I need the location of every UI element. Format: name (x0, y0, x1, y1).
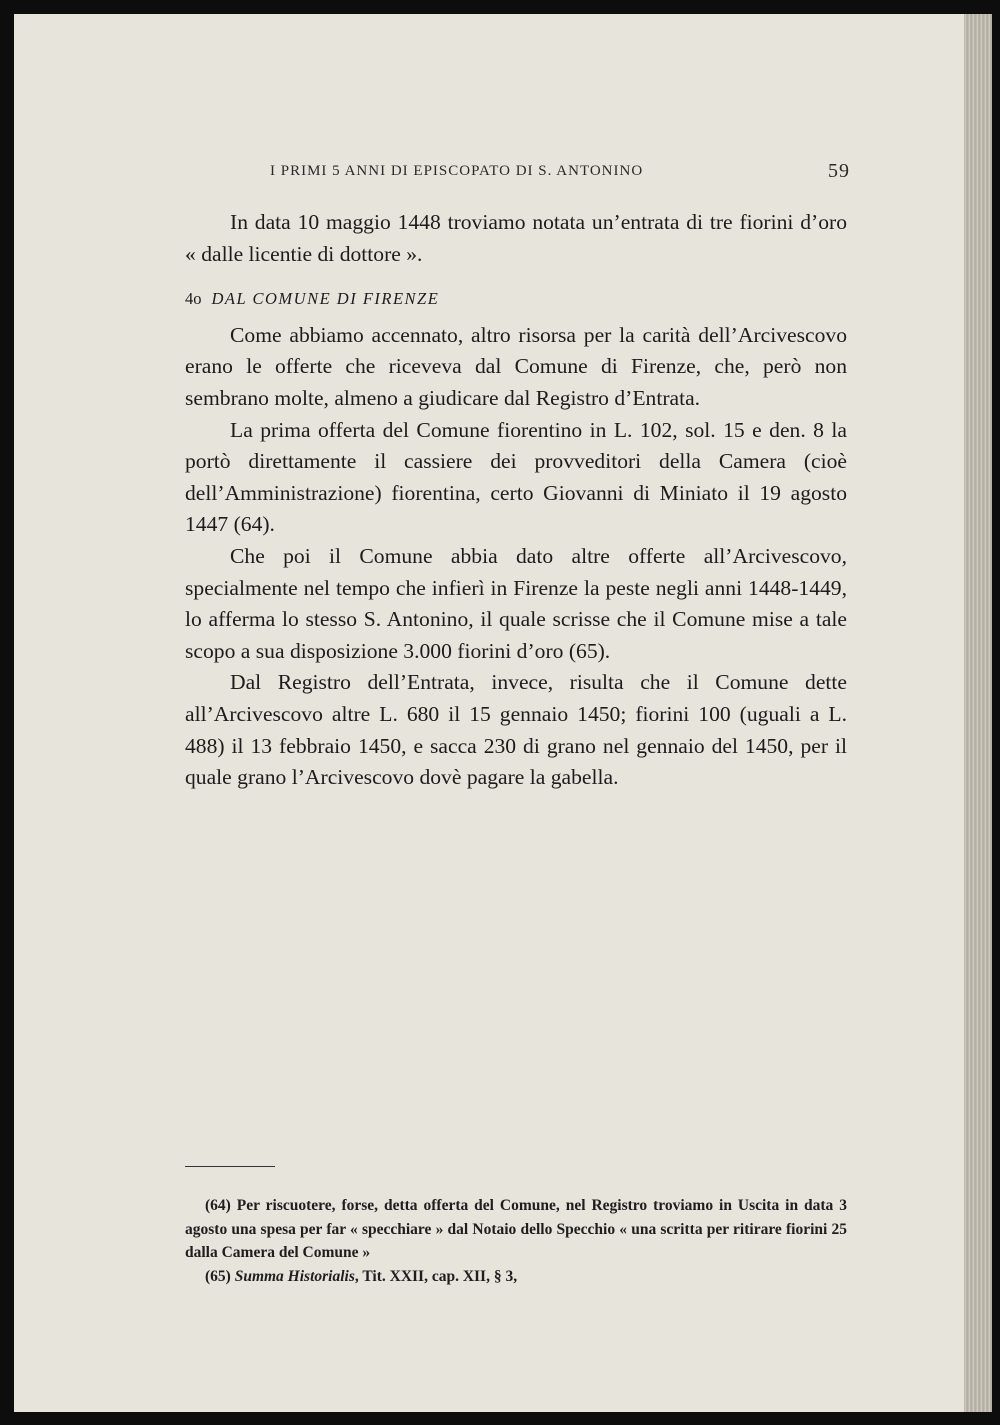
section-title: DAL COMUNE DI FIRENZE (211, 289, 440, 309)
footnote-64: (64) Per riscuotere, forse, detta offerta del Comune, nel Registro troviamo in Uscita in data 3 agosto una spesa per far « specchiare » dal Notaio dello Specchio « una scritta per ritirare fiorini 25 dalla Camera del Comune » (185, 1197, 847, 1261)
main-text (185, 207, 847, 794)
paragraph-5: Dal Registro dell’Entrata, invece, risulta che il Comune dette all’Arcivescovo altre L. 680 il 15 gennaio 1450; fiorini 100 (uguali a L. 488) il 13 febbraio 1450, e sacca 230 di grano nel gennaio del 1450, per il quale grano l’Arcivescovo dovè pagare la gabella. (185, 670, 847, 790)
page-edges (964, 14, 992, 1412)
paragraph-1: In data 10 maggio 1448 troviamo notata un’entrata di tre fiorini d’oro « dalle licentie di dottore ». (185, 210, 847, 266)
footnote-65-prefix: (65) (205, 1267, 235, 1285)
paragraph-4: Che poi il Comune abbia dato altre offerte all’Arcivescovo, specialmente nel tempo che infierì in Firenze la peste negli anni 1448-1449, lo afferma lo stesso S. Antonino, il quale scrisse che il Comune mise a tale scopo a sua disposizione 3.000 fiorini d’oro (65). (185, 543, 847, 663)
footnotes (185, 1194, 847, 1288)
running-title: I PRIMI 5 ANNI DI EPISCOPATO DI S. ANTONINO (270, 163, 644, 179)
footnote-65-title: Summa Historialis (234, 1267, 355, 1285)
section-number: 4o (185, 289, 202, 309)
page-number: 59 (828, 160, 850, 182)
footnote-rule (185, 1166, 275, 1167)
section-heading (185, 283, 847, 315)
footnote-65-rest: , Tit. XXII, cap. XII, § 3, (354, 1267, 518, 1285)
paragraph-2: Come abbiamo accennato, altro risorsa per la carità dell’Arcivescovo erano le offerte che riceveva dal Comune di Firenze, che, però non sembrano molte, almeno a giudicare dal Registro d’Entrata. (185, 322, 847, 410)
footnote-65 (185, 1265, 847, 1289)
paragraph-3: La prima offerta del Comune fiorentino in L. 102, sol. 15 e den. 8 la portò direttamente il cassiere dei provveditori della Camera (cioè dell’Amministrazione) fiorentina, certo Giovanni di Miniato il 19 agosto 1447 (64). (185, 417, 847, 537)
